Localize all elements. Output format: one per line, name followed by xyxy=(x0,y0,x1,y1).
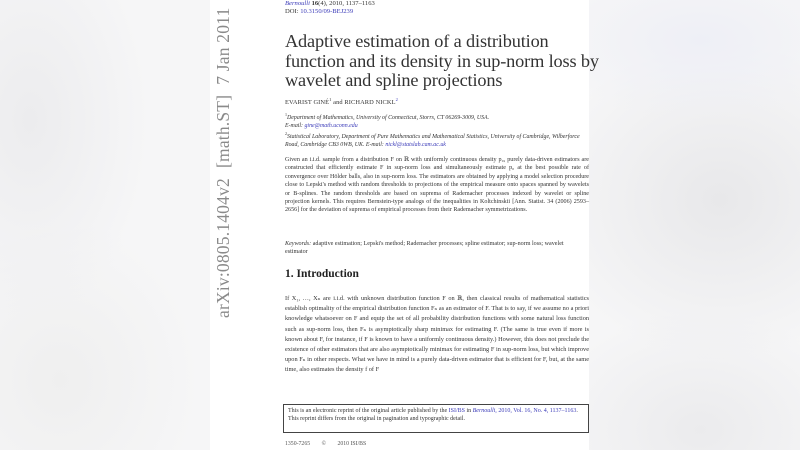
issn: 1350-7265 xyxy=(285,441,311,447)
journal-volume: 16 xyxy=(311,0,319,7)
arxiv-date: 7 Jan 2011 xyxy=(213,7,233,85)
arxiv-id: arXiv:0805.1404v2 xyxy=(213,178,233,318)
author-gine: EVARIST GINÉ xyxy=(285,99,330,107)
affiliation-1-text: Department of Mathematics, University of Connecticut, Storrs, CT 06269-3009, USA. xyxy=(287,114,490,121)
abstract: Given an i.i.d. sample from a distribution F on ℝ with uniformly continuous density p₀, purely data-driven estimators are constructed that efficiently estimate F in sup-norm loss and simultaneously estimate p₀ at the best possible rate of convergence over Hölder balls, also in sup-norm loss. The estimators are obtained by applying a model selection procedure close to Lepski's method with random thresholds to projections of the empirical measure onto spaces spanned by wavelets or B-splines. The random thresholds are based on suprema of Rademacher processes indexed by wavelet or spline projection kernels. This requires Bernstein-type analogs of the inequalities in Koltchinskii [Ann. Statist. 34 (2006) 2593–2656] for the deviation of suprema of empirical processes from their Rademacher symmetrizations. xyxy=(285,157,589,214)
affiliation-2-marker: 2 xyxy=(285,131,287,137)
authors xyxy=(285,97,398,106)
author1-footnote: 1 xyxy=(329,97,332,102)
paper-title: Adaptive estimation of a distribution function and its density in sup-norm loss by wavelet and spline projections xyxy=(285,31,599,90)
affiliations xyxy=(285,111,590,149)
publisher-link[interactable]: ISI/BS xyxy=(448,408,465,414)
reprint-text-after: . This reprint differs from the original in pagination and typographic detail. xyxy=(288,408,578,423)
affiliation-2-text: Statistical Laboratory, Department of Pure Mathematics and Mathematical Statistics, University of Cambridge, Wilberforce Road, Cambridge CB3 0WB, UK. xyxy=(285,134,580,149)
email-label: E-mail: xyxy=(285,123,303,130)
reprint-citation-link[interactable]: 2010, Vol. 16, No. 4, 1137–1163 xyxy=(498,408,577,414)
page-footer xyxy=(285,441,376,447)
reprint-in: in xyxy=(466,408,472,414)
reprint-journal-link[interactable]: Bernoulli, xyxy=(472,408,497,414)
email-link-gine[interactable]: gine@math.uconn.edu xyxy=(304,123,358,130)
author-nickl: RICHARD NICKL xyxy=(344,99,396,107)
doi-link[interactable]: 10.3150/09-BEJ239 xyxy=(300,8,354,15)
keywords-text: adaptive estimation; Lepski's method; Rademacher processes; spline estimator; sup-norm loss; wavelet estimator xyxy=(285,241,564,256)
doi-line xyxy=(285,8,375,16)
affiliation-1-marker: 1 xyxy=(285,112,287,117)
affiliation-2 xyxy=(285,130,590,149)
copyright-holder: 2010 ISI/BS xyxy=(337,441,367,447)
arxiv-category: [math.ST] xyxy=(213,94,233,169)
journal-citation xyxy=(285,0,375,8)
keywords xyxy=(285,240,585,257)
doi-label: DOI: xyxy=(285,8,299,15)
journal-header xyxy=(285,0,375,16)
introduction-body: If X₁, …, Xₙ are i.i.d. with unknown distribution function F on ℝ, then classical results of mathematical statistics establish optimality of the empirical distribution function Fₙ as an estimator of F. That is to say, if we assume no a priori knowledge whatsoever on F and equip the set of all probability distribution functions with some natural loss function such as sup-norm loss, then Fₙ is asymptotically sharp minimax for estimating F. (The same is true even if more is known about F, for instance, if F is known to have a uniformly continuous density.) However, this does not preclude the existence of other estimators that are also asymptotically minimax for estimating F in sup-norm loss, but which improve upon Fₙ in other respects. What we have in mind is a purely data-driven estimator that is efficient for F, but, at the same time, also estimates the density f of F xyxy=(285,295,589,374)
arxiv-stamp xyxy=(213,0,234,318)
reprint-notice-box xyxy=(283,404,589,433)
affiliation-1 xyxy=(285,111,590,130)
email-label: E-mail: xyxy=(365,142,384,149)
journal-link[interactable]: Bernoulli xyxy=(285,0,310,7)
journal-issue: (4), 2010, 1137–1163 xyxy=(318,0,375,7)
author2-footnote: 2 xyxy=(395,97,398,102)
email-link-nickl[interactable]: nickl@statslab.cam.ac.uk xyxy=(385,142,446,149)
reprint-text: This is an electronic reprint of the original article published by the xyxy=(288,408,448,414)
section-heading-introduction: 1. Introduction xyxy=(285,268,359,280)
copyright-icon: © xyxy=(321,441,326,447)
keywords-label: Keywords: xyxy=(285,241,312,247)
author-conjunction: and xyxy=(333,99,343,107)
